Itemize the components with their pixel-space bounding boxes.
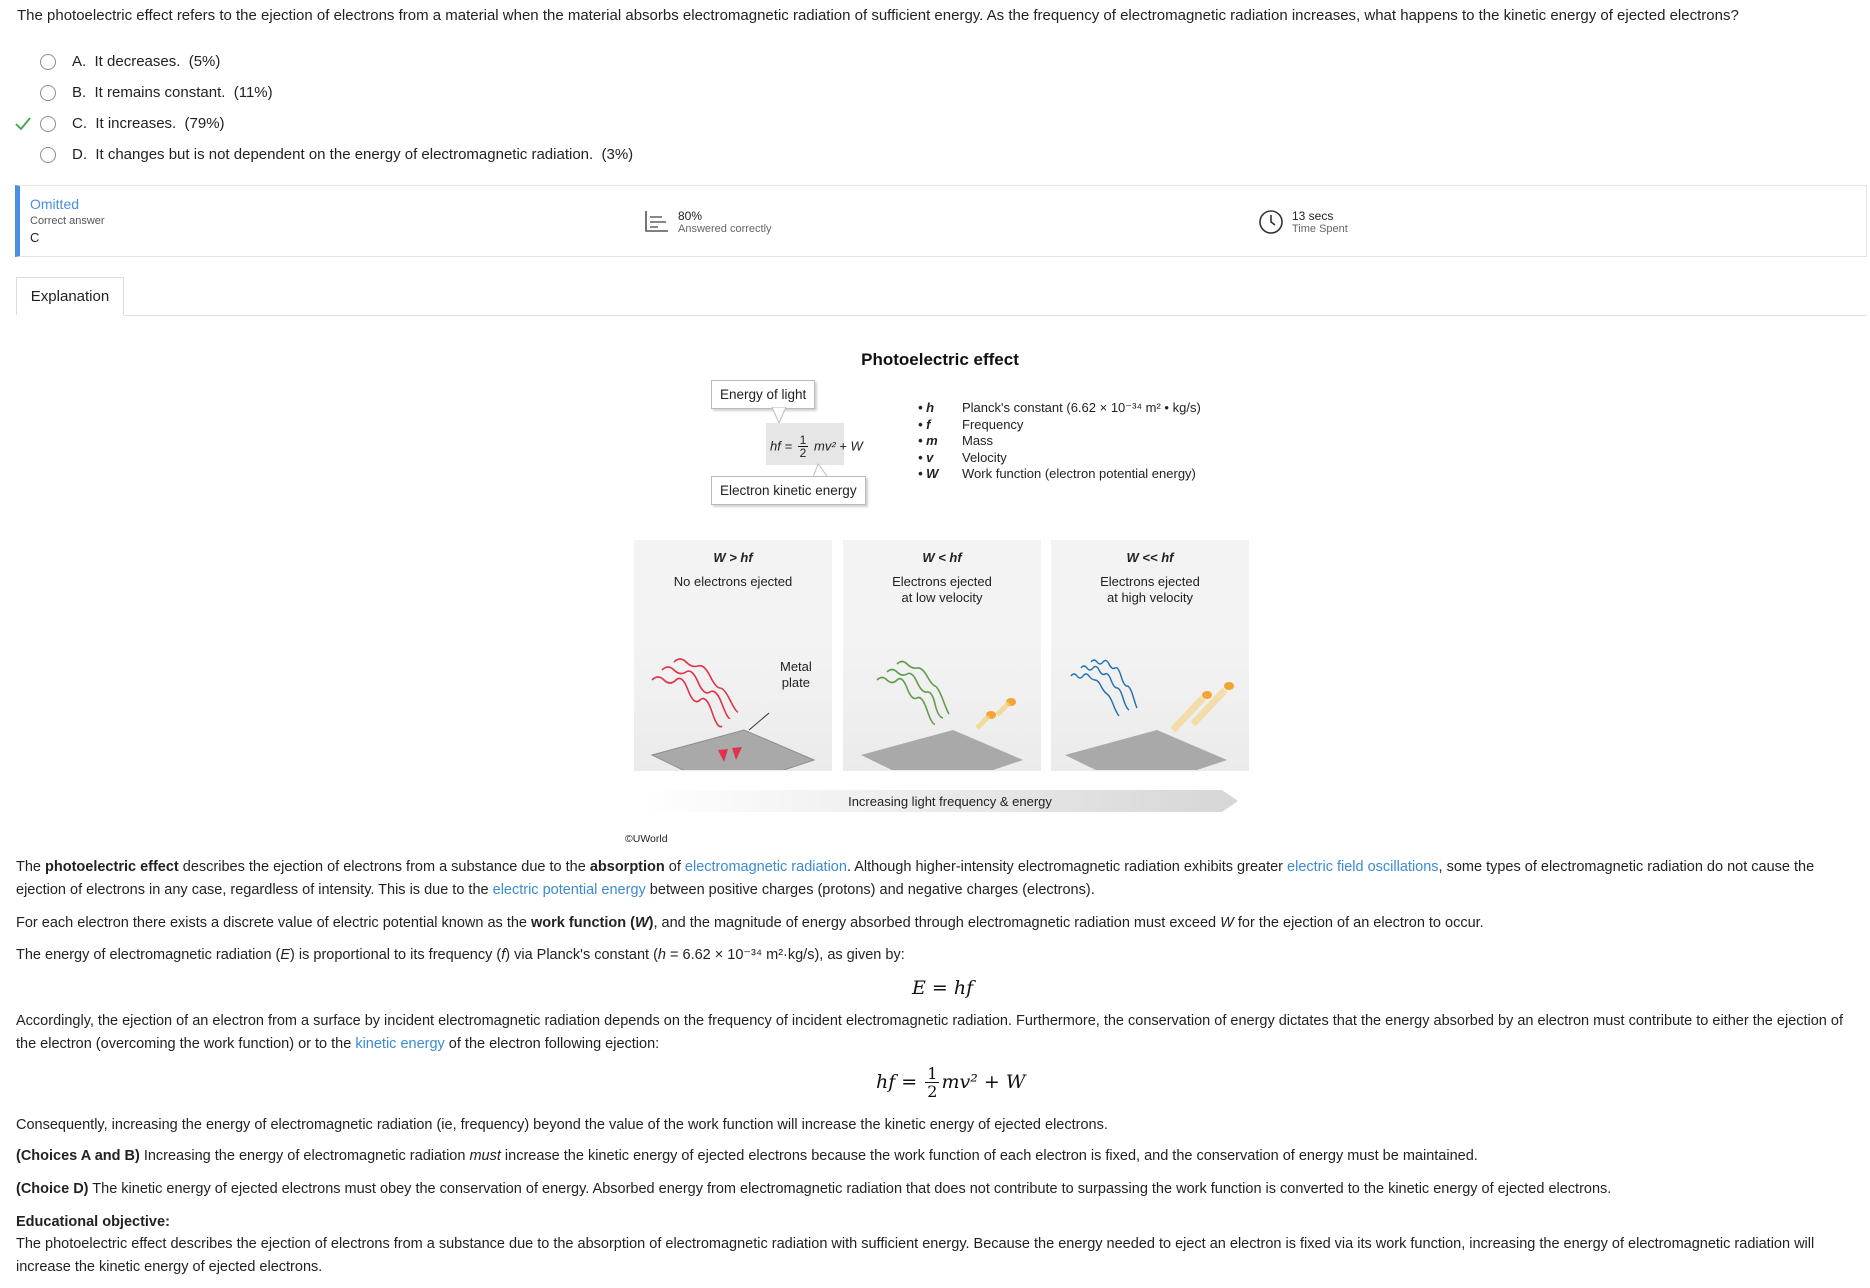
variable-legend bbox=[918, 400, 1201, 483]
question-text: The photoelectric effect refers to the ejection of electrons from a material when the material absorbs electromagnetic radiation of sufficient energy. As the frequency of electromagnetic radiation increases, what happens to the kinetic energy of ejected electrons? bbox=[17, 7, 1739, 24]
legend-row: • f Frequency bbox=[918, 416, 1024, 432]
panel-no-ejection bbox=[634, 540, 832, 771]
metal-plate-illustration bbox=[1051, 620, 1249, 770]
explanation-paragraph: (Choice D) The kinetic energy of ejected electrons must obey the conservation of energy. Absorbed energy from electromagnetic radiation that does not contribute to surpassing the work function is converted to the kinetic energy of ejected electrons. bbox=[16, 1181, 1612, 1197]
result-text: Omitted bbox=[30, 196, 80, 212]
frequency-arrow-label: Increasing light frequency & energy bbox=[848, 794, 1052, 809]
energy-of-light-label: Energy of light bbox=[711, 380, 815, 409]
panel-description: Electrons ejected at low velocity bbox=[892, 574, 992, 605]
choice-a[interactable] bbox=[14, 46, 633, 77]
objective-text: The photoelectric effect describes the ejection of electrons from a substance due to the absorption of electromagnetic radiation with sufficient energy. Because the energy needed to eject an electron is fixed via its work function, increasing the energy of electromagnetic radiation will increase the kinetic energy of ejected electrons. bbox=[16, 1236, 1815, 1275]
panel-heading: W < hf bbox=[922, 550, 962, 565]
objective-title: Educational objective: bbox=[16, 1214, 170, 1230]
link-electric-field-oscillations[interactable]: electric field oscillations bbox=[1287, 859, 1439, 875]
figure-equation: hf = $\frac{1}{2}$ mv² + W bbox=[770, 433, 863, 460]
explanation-paragraph: The energy of electromagnetic radiation (E) is proportional to its frequency (f) via Planck's constant (h = 6.62 × 10⁻³⁴ m²·kg/s), as given by: bbox=[16, 947, 905, 963]
tab-explanation[interactable]: Explanation bbox=[16, 277, 124, 315]
equation-energy: E = hf bbox=[912, 977, 974, 999]
panel-description: No electrons ejected bbox=[673, 574, 793, 589]
percent-value: 80% bbox=[678, 209, 703, 223]
explanation-paragraph: Consequently, increasing the energy of electromagnetic radiation (ie, frequency) beyond the value of the work function will increase the kinetic energy of ejected electrons. bbox=[16, 1117, 1108, 1133]
result-status-bar bbox=[15, 185, 1867, 257]
light-wave-icon bbox=[877, 662, 949, 725]
light-wave-icon bbox=[1071, 660, 1137, 716]
metal-plate-illustration bbox=[634, 620, 832, 770]
time-spent-stat bbox=[1258, 209, 1348, 235]
explanation-paragraph: The photoelectric effect describes the ejection of electrons from a substance due to the absorption of electromagnetic radiation. Although higher-intensity electromagnetic radiation exhibits greater electric field oscillations, some types of electromagnetic radiation do not cause the ejection of electrons in any case, regardless of intensity. This is due to the electric potential energy between positive charges (protons) and negative charges (electrons). bbox=[16, 859, 1815, 898]
choice-label: C. It increases. (79%) bbox=[72, 115, 225, 132]
copyright: ©UWorld bbox=[625, 833, 668, 845]
metal-plate-illustration bbox=[843, 620, 1041, 770]
panel-heading: W << hf bbox=[1126, 550, 1174, 565]
clock-icon bbox=[1258, 209, 1284, 235]
answer-choices bbox=[14, 46, 633, 170]
time-value: 13 secs bbox=[1292, 209, 1334, 223]
explanation-paragraph: (Choices A and B) Increasing the energy of electromagnetic radiation must increase the kinetic energy of ejected electrons because the work function of each electron is fixed, and the conservation of energy must be maintained. bbox=[16, 1148, 1478, 1164]
choice-label: D. It changes but is not dependent on the energy of electromagnetic radiation. (3%) bbox=[72, 146, 634, 163]
choice-label: B. It remains constant. (11%) bbox=[72, 84, 273, 101]
panel-description: Electrons ejected at high velocity bbox=[1100, 574, 1200, 605]
tab-divider bbox=[124, 315, 1867, 316]
panel-low-velocity bbox=[843, 540, 1041, 771]
light-wave-icon bbox=[652, 659, 738, 727]
choice-label: A. It decreases. (5%) bbox=[72, 53, 221, 70]
checkmark-icon bbox=[14, 116, 32, 132]
legend-row: • h Planck's constant (6.62 × 10⁻³⁴ m² • kg/s) bbox=[918, 400, 1201, 415]
link-kinetic-energy[interactable]: kinetic energy bbox=[355, 1036, 445, 1052]
radio-button[interactable] bbox=[40, 85, 56, 101]
choice-d[interactable] bbox=[14, 139, 633, 170]
legend-row: • W Work function (electron potential energy) bbox=[918, 466, 1196, 482]
correct-answer-value: C bbox=[30, 230, 40, 245]
metal-plate-label: Metal plate bbox=[780, 659, 812, 690]
percent-label: Answered correctly bbox=[678, 223, 772, 235]
correct-answer-label: Correct answer bbox=[30, 215, 105, 227]
time-label: Time Spent bbox=[1292, 223, 1348, 235]
radio-button[interactable] bbox=[40, 116, 56, 132]
panel-high-velocity bbox=[1051, 540, 1249, 771]
link-electric-potential-energy[interactable]: electric potential energy bbox=[492, 882, 646, 898]
panel-heading: W > hf bbox=[713, 550, 753, 565]
radio-button[interactable] bbox=[40, 54, 56, 70]
answer-status bbox=[30, 196, 105, 245]
choice-b[interactable] bbox=[14, 77, 633, 108]
legend-row: • v Velocity bbox=[918, 449, 1007, 465]
link-electromagnetic-radiation[interactable]: electromagnetic radiation bbox=[684, 859, 847, 875]
electron-kinetic-energy-label: Electron kinetic energy bbox=[711, 476, 866, 505]
bar-chart-icon bbox=[644, 209, 670, 233]
choice-c[interactable] bbox=[14, 108, 633, 139]
legend-row: • m Mass bbox=[918, 433, 994, 449]
percent-correct-stat bbox=[644, 209, 772, 235]
explanation-paragraph: For each electron there exists a discrete value of electric potential known as the work function (W), and the magnitude of energy absorbed through electromagnetic radiation must exceed W for the ejection of an electron to occur. bbox=[16, 915, 1484, 931]
explanation-paragraph: Accordingly, the ejection of an electron from a surface by incident electromagnetic radiation depends on the frequency of incident electromagnetic radiation. Furthermore, the conservation of energy dictates that the energy absorbed by an electron must contribute to either the ejection of the electron (overcoming the work function) or to the kinetic energy of the electron following ejection: bbox=[16, 1013, 1843, 1052]
figure-title: Photoelectric effect bbox=[861, 350, 1019, 369]
radio-button[interactable] bbox=[40, 147, 56, 163]
equation-photoelectric: hf = $\frac{1}{2}$ mv² + W bbox=[876, 1064, 1026, 1101]
